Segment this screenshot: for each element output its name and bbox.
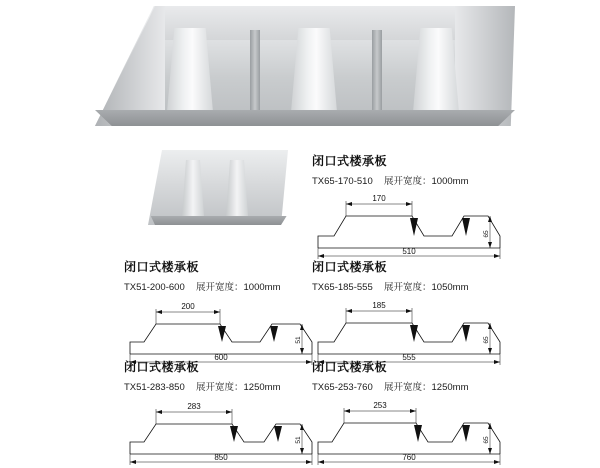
deck-rib (413, 28, 459, 112)
deck-rib (167, 28, 213, 112)
product-block-tx65-253-760 (312, 358, 512, 468)
dim-top-label: 170 (372, 194, 386, 203)
deck-rib (291, 28, 337, 112)
product-width-label: 展开宽度：1000mm (384, 176, 469, 187)
product-width-label: 展开宽度：1250mm (196, 382, 281, 393)
deck-left-edge (95, 6, 165, 126)
steel-deck-photo (95, 6, 515, 126)
product-width-label: 展开宽度：1050mm (384, 282, 469, 293)
product-model: TX51-283-850 (124, 382, 185, 393)
product-spec-line (124, 379, 324, 393)
dim-bottom-label: 555 (402, 353, 416, 362)
product-section-drawing (312, 396, 512, 468)
product-spec-line (124, 279, 324, 293)
dim-height-label: 65 (483, 436, 490, 444)
dim-bottom-label: 600 (214, 353, 228, 362)
product-block-tx51-200-600 (124, 258, 324, 368)
dim-top-label: 200 (181, 302, 195, 311)
dim-height-label: 65 (483, 336, 490, 344)
hero-photo-area (0, 0, 600, 140)
product-title: 闭口式楼承板 (312, 260, 388, 274)
dim-top-label: 253 (373, 401, 387, 410)
dim-height-label: 51 (295, 336, 302, 344)
dim-height-label: 65 (483, 230, 490, 238)
product-spec-line (312, 173, 512, 187)
product-section-drawing (312, 190, 512, 262)
sample-deck-photo (148, 150, 288, 225)
product-model: TX51-200-600 (124, 282, 185, 293)
product-block-tx65-185-555 (312, 258, 512, 368)
product-title: 闭口式楼承板 (312, 360, 388, 374)
product-spec-line (312, 379, 512, 393)
dim-bottom-label: 510 (402, 247, 416, 256)
product-width-label: 展开宽度：1000mm (196, 282, 281, 293)
dim-top-label: 185 (372, 301, 386, 310)
product-section-drawing (124, 396, 324, 468)
deck-right-edge (455, 6, 515, 126)
dim-top-label: 283 (187, 402, 201, 411)
deck-groove (372, 30, 382, 116)
sample-body-shape (148, 150, 288, 225)
product-title: 闭口式楼承板 (124, 360, 200, 374)
product-model: TX65-253-760 (312, 382, 373, 393)
product-title: 闭口式楼承板 (312, 154, 388, 168)
dim-bottom-label: 850 (214, 453, 228, 462)
product-block-tx51-283-850 (124, 358, 324, 468)
product-model: TX65-170-510 (312, 176, 373, 187)
deck-groove (250, 30, 260, 116)
sample-front-face (148, 216, 288, 225)
dim-height-label: 51 (295, 436, 302, 444)
product-model: TX65-185-555 (312, 282, 373, 293)
product-title: 闭口式楼承板 (124, 260, 200, 274)
product-width-label: 展开宽度：1250mm (384, 382, 469, 393)
product-block-tx65-170-510 (312, 152, 512, 262)
deck-front-face (95, 110, 515, 126)
product-spec-line (312, 279, 512, 293)
dim-bottom-label: 760 (402, 453, 416, 462)
